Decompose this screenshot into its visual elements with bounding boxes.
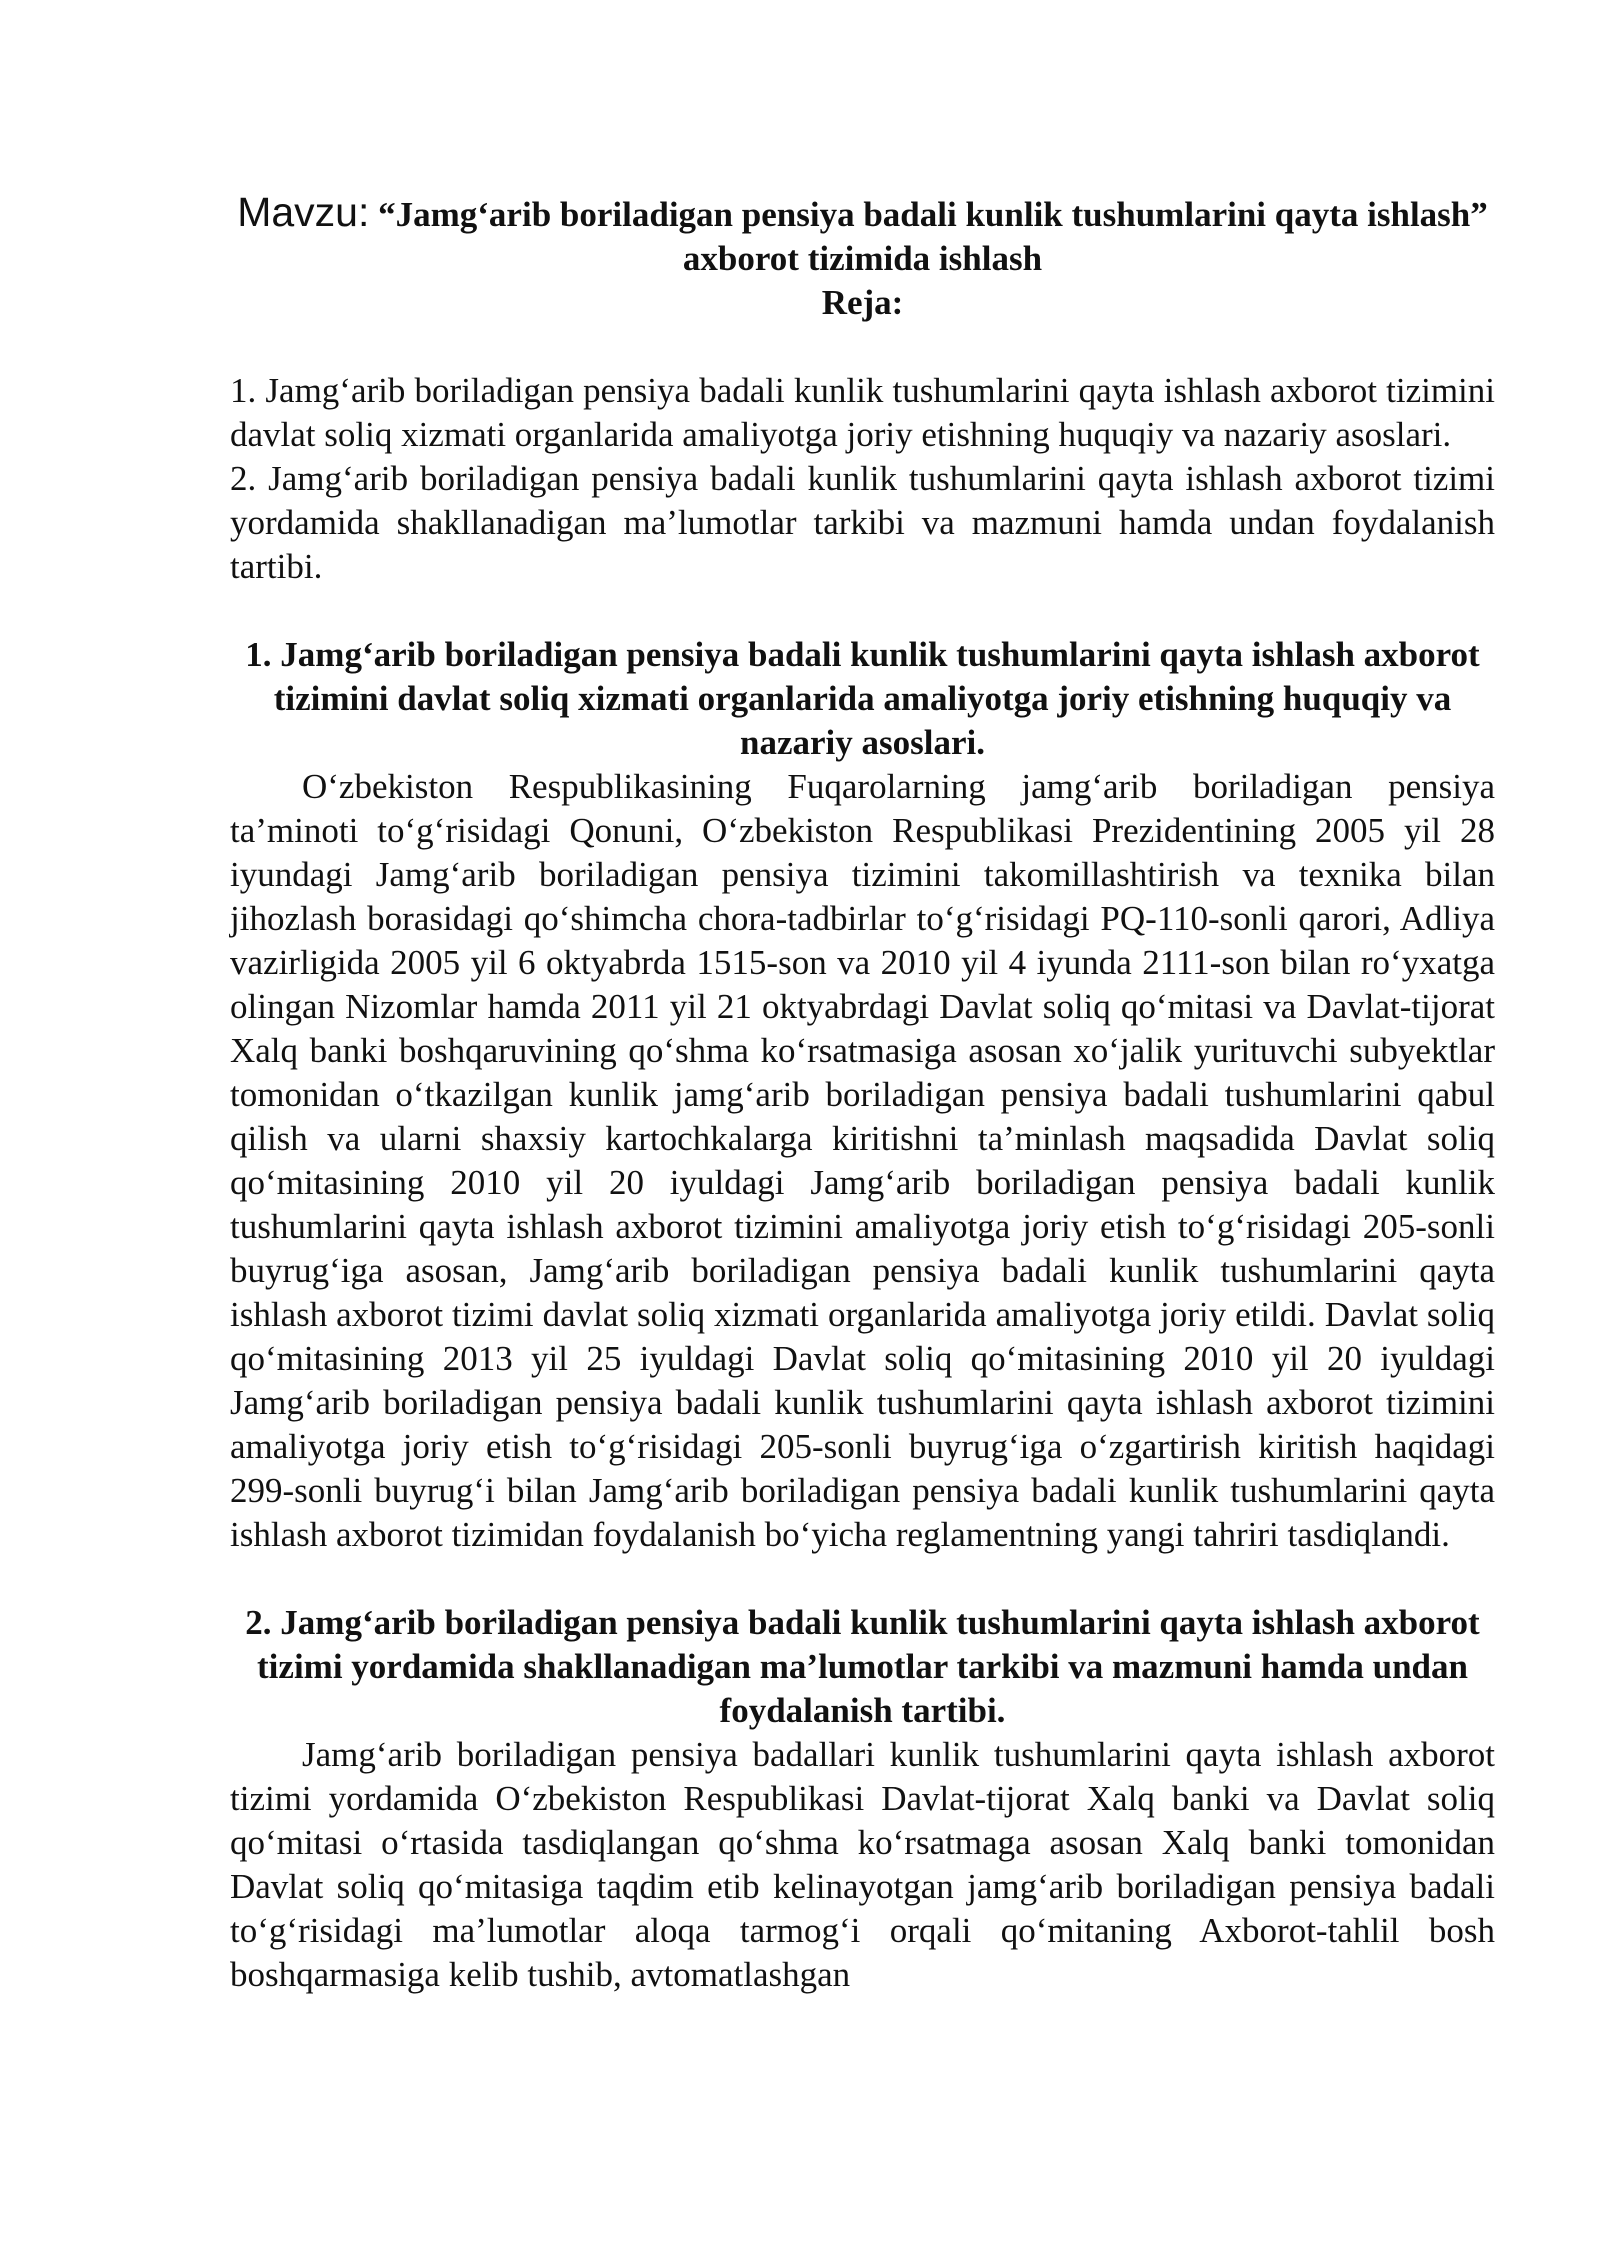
plan-heading: Reja: <box>821 283 904 322</box>
plan-item: 1. Jamg‘arib boriladigan pensiya badali kunlik tushumlarini qayta ishlash axborot tizimini davlat soliq xizmati organlarida amaliyotga joriy etishning huquqiy va nazariy asoslari. <box>230 371 1495 454</box>
plan-list <box>230 369 1495 589</box>
section-paragraph: Jamg‘arib boriladigan pensiya badallari kunlik tushumlarini qayta ishlash axborot tizimi yordamida O‘zbekiston Respublikasi Davlat-tijorat Xalq banki va Davlat soliq qo‘mitasi o‘rtasida tasdiqlangan qo‘shma ko‘rsatmaga asosan Xalq banki tomonidan Davlat soliq qo‘mitasiga taqdim etib kelinayotgan jamg‘arib boriladigan pensiya badali to‘g‘risidagi ma’lumotlar aloqa tarmog‘i orqali qo‘mitaning Axborot-tahlil bosh boshqarmasiga kelib tushib, avtomatlashgan <box>230 1735 1495 1994</box>
title-label: Mavzu: <box>237 189 370 235</box>
plan-item: 2. Jamg‘arib boriladigan pensiya badali kunlik tushumlarini qayta ishlash axborot tizimi yordamida shakllanadigan ma’lumotlar tarkibi va mazmuni hamda undan foydalanish tartibi. <box>230 459 1495 586</box>
document-page <box>230 190 1495 1997</box>
section-heading: 2. Jamg‘arib boriladigan pensiya badali kunlik tushumlarini qayta ishlash axborot tizimi yordamida shakllanadigan ma’lumotlar tarkibi va mazmuni hamda undan foydalanish tartibi. <box>245 1603 1480 1730</box>
title-text: “Jamg‘arib boriladigan pensiya badali kunlik tushumlarini qayta ishlash” axborot tizimida ishlash <box>369 195 1488 278</box>
section-heading: 1. Jamg‘arib boriladigan pensiya badali kunlik tushumlarini qayta ishlash axborot tizimini davlat soliq xizmati organlarida amaliyotga joriy etishning huquqiy va nazariy asoslari. <box>245 635 1480 762</box>
document-title <box>230 190 1495 281</box>
section-paragraph: O‘zbekiston Respublikasining Fuqarolarning jamg‘arib boriladigan pensiya ta’minoti to‘g‘risidagi Qonuni, O‘zbekiston Respublikasi Prezidentining 2005 yil 28 iyundagi Jamg‘arib boriladigan pensiya tizimini takomillashtirish va texnika bilan jihozlash borasidagi qo‘shimcha chora-tadbirlar to‘g‘risidagi PQ-110-sonli qarori, Adliya vazirligida 2005 yil 6 oktyabrda 1515-son va 2010 yil 4 iyunda 2111-son bilan ro‘yxatga olingan Nizomlar hamda 2011 yil 21 oktyabrdagi Davlat soliq qo‘mitasi va Davlat-tijorat Xalq banki boshqaruvining qo‘shma ko‘rsatmasiga asosan xo‘jalik yurituvchi subyektlar tomonidan o‘tkazilgan kunlik jamg‘arib boriladigan pensiya badali tushumlarini qabul qilish va ularni shaxsiy kartochkalarga kiritishni ta’minlash maqsadida Davlat soliq qo‘mitasining 2010 yil 20 iyuldagi Jamg‘arib boriladigan pensiya badali kunlik tushumlarini qayta ishlash axborot tizimini amaliyotga joriy etish to‘g‘risidagi 205-sonli buyrug‘iga asosan, Jamg‘arib boriladigan pensiya badali kunlik tushumlarini qayta ishlash axborot tizimi davlat soliq xizmati organlarida amaliyotga joriy etildi. Davlat soliq qo‘mitasining 2013 yil 25 iyuldagi Davlat soliq qo‘mitasining 2010 yil 20 iyuldagi Jamg‘arib boriladigan pensiya badali kunlik tushumlarini qayta ishlash axborot tizimini amaliyotga joriy etish to‘g‘risidagi 205-sonli buyrug‘iga o‘zgartirish kiritish haqidagi 299-sonli buyrug‘i bilan Jamg‘arib boriladigan pensiya badali kunlik tushumlarini qayta ishlash axborot tizimidan foydalanish bo‘yicha reglamentning yangi tahriri tasdiqlandi. <box>230 767 1495 1554</box>
